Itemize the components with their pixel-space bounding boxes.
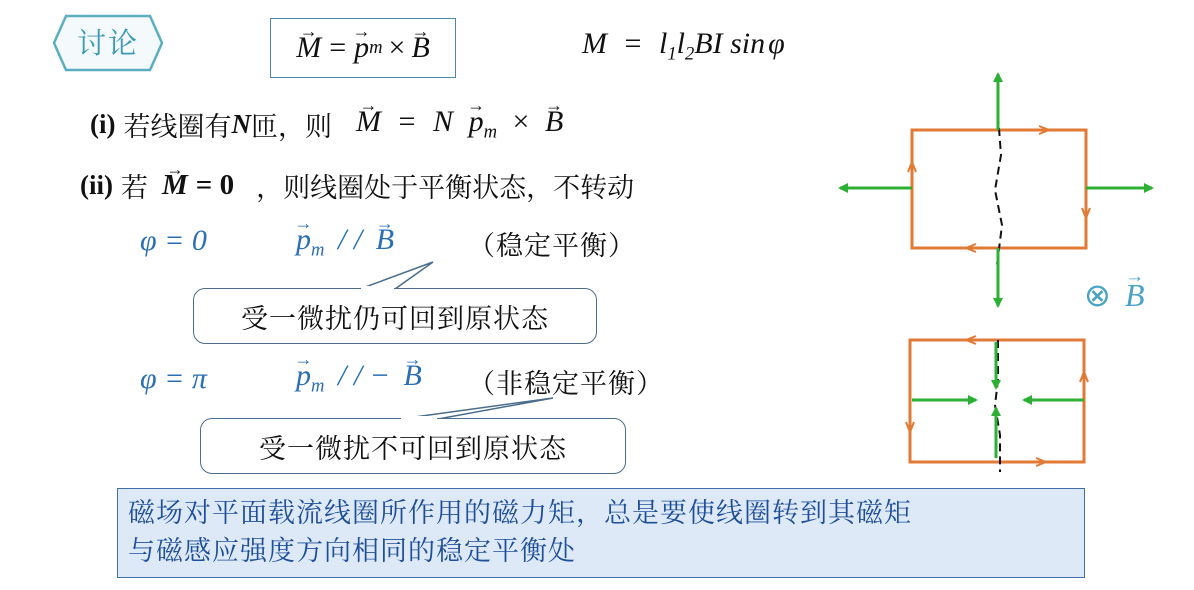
stable-note: （稳定平衡） <box>468 231 636 262</box>
stable-loop <box>912 130 1086 248</box>
discussion-label: 讨论 <box>76 26 139 60</box>
into-page-icon: ⊗ <box>1084 276 1111 314</box>
moment-subscript: m <box>311 375 325 397</box>
field-symbol: → B <box>1125 277 1145 314</box>
length-l1: l <box>659 27 668 60</box>
length-l2: l <box>676 27 685 60</box>
torque-symbol: → M <box>356 105 381 139</box>
field-symbol: → B <box>545 105 563 139</box>
stable-phi: φ = 0 <box>140 224 207 257</box>
field-symbol: → B <box>411 31 429 65</box>
point-i-text2: 匝，则 <box>250 111 332 143</box>
moment-symbol: → p <box>354 31 369 65</box>
point-ii-rest: ，则线圈处于平衡状态，不转动 <box>256 172 635 204</box>
conclusion-line-1: 磁场对平面载流线圈所作用的磁力矩，总是要使线圈转到其磁矩 <box>128 498 912 529</box>
moment-subscript: m <box>311 239 325 261</box>
equals-sign: = <box>398 105 416 139</box>
moment-symbol: → p <box>469 105 484 139</box>
unstable-callout-tail <box>0 0 1 1</box>
angle-phi: φ <box>768 27 785 60</box>
cross-sign: × <box>512 105 530 139</box>
unstable-callout-tail-mask <box>401 416 437 420</box>
antiparallel-sign: / / − <box>337 359 390 392</box>
field-symbol: → B <box>376 223 394 257</box>
current-loop-diagram <box>826 60 1166 480</box>
stable-callout-text: 受一微扰仍可回到原状态 <box>241 303 549 335</box>
field-label <box>1084 276 1145 314</box>
equals-sign: = <box>329 31 347 64</box>
unstable-note: （非稳定平衡） <box>468 369 664 400</box>
cross-sign: × <box>388 31 406 64</box>
point-i-label: (i) <box>90 108 116 139</box>
torque-symbol: → M <box>162 169 188 202</box>
point-i-n: N <box>231 108 251 139</box>
conclusion-box <box>117 488 1085 578</box>
point-i-text: 若线圈有 <box>123 111 232 143</box>
moment-subscript: m <box>369 37 383 58</box>
length-l1-subscript: 1 <box>667 43 677 65</box>
field-symbol: → B <box>403 359 421 393</box>
moment-subscript: m <box>483 121 497 143</box>
equals-zero: = 0 <box>195 168 235 201</box>
parallel-sign: / / <box>337 223 363 256</box>
moment-symbol: → p <box>296 223 311 257</box>
point-ii-label: (ii) <box>80 169 113 200</box>
rotation-axis <box>995 115 1002 265</box>
torque-symbol: → M <box>296 31 321 65</box>
magnitude-rest: BI sin <box>694 27 766 60</box>
magnitude-symbol: M <box>582 27 607 60</box>
unstable-callout-text: 受一微扰不可回到原状态 <box>259 433 567 465</box>
equals-sign: = <box>624 27 642 60</box>
moment-symbol: → p <box>296 359 311 393</box>
length-l2-subscript: 2 <box>685 43 695 65</box>
unstable-callout <box>200 418 626 474</box>
conclusion-line-2: 与磁感应强度方向相同的稳定平衡处 <box>128 536 576 567</box>
unstable-phi: φ = π <box>140 362 207 395</box>
turns-n: N <box>433 105 454 139</box>
point-ii-text: 若 <box>121 172 148 204</box>
